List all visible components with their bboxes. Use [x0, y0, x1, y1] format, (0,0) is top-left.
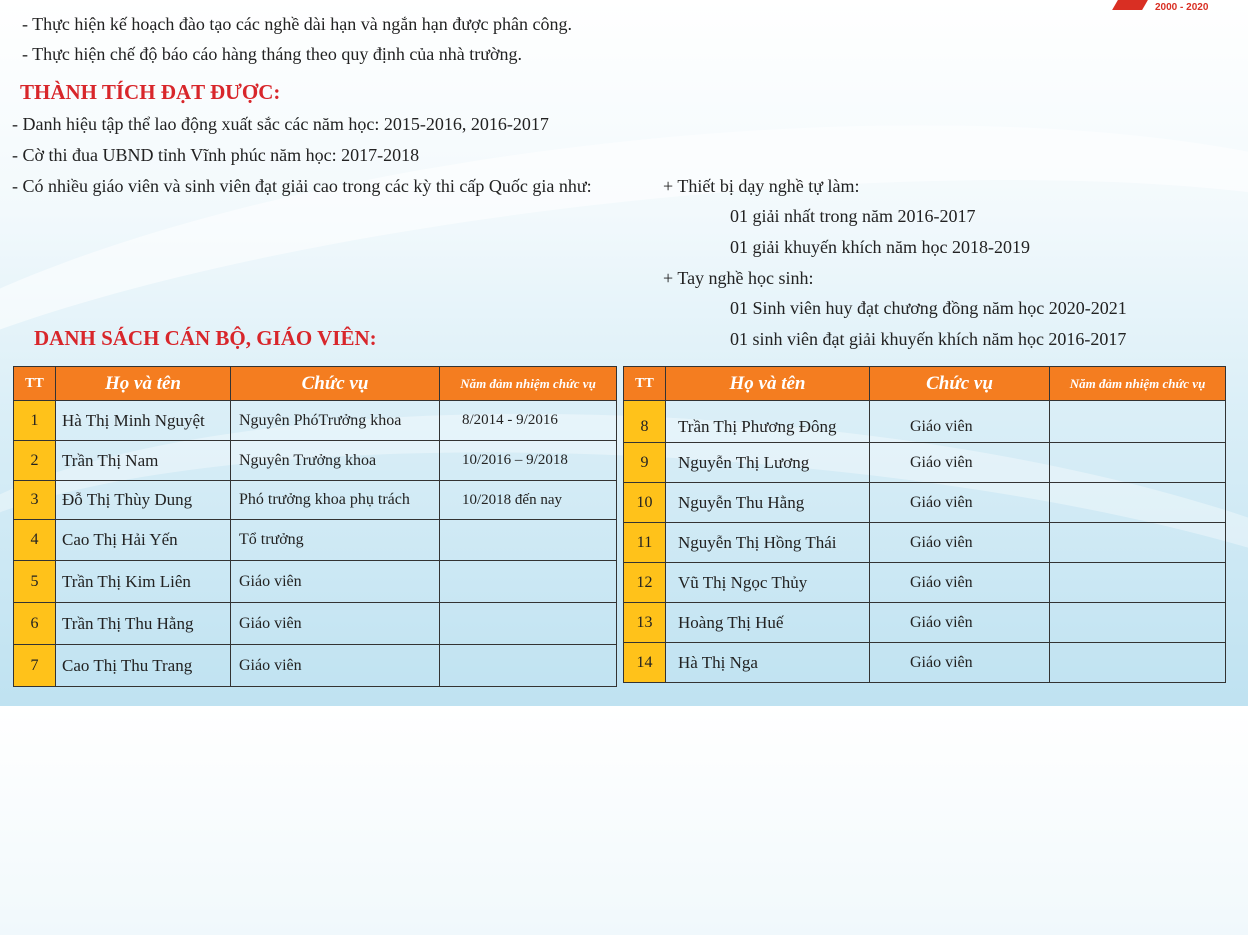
cell-years — [1050, 401, 1226, 443]
cell-name: Nguyễn Thu Hằng — [666, 483, 870, 523]
cell-tt: 12 — [624, 563, 666, 603]
cell-years — [440, 561, 617, 603]
cell-role: Giáo viên — [870, 523, 1050, 563]
cell-name: Trần Thị Phương Đông — [666, 401, 870, 443]
cell-years: 10/2016 – 9/2018 — [440, 441, 617, 481]
table-header-row — [624, 367, 1226, 401]
staff-table-left — [13, 366, 617, 687]
cell-role: Giáo viên — [870, 483, 1050, 523]
header-years: Năm đảm nhiệm chức vụ — [440, 367, 617, 401]
cell-tt: 3 — [14, 481, 56, 520]
cell-name: Trần Thị Kim Liên — [56, 561, 231, 603]
cell-role: Phó trưởng khoa phụ trách — [231, 481, 440, 520]
cell-tt: 7 — [14, 645, 56, 687]
cell-tt: 4 — [14, 520, 56, 561]
table-row — [14, 645, 617, 687]
cell-name: Đỗ Thị Thùy Dung — [56, 481, 231, 520]
table-row — [14, 441, 617, 481]
cell-tt: 1 — [14, 401, 56, 441]
cell-name: Cao Thị Hải Yến — [56, 520, 231, 561]
skill-award: 01 Sinh viên huy đạt chương đồng năm học 2020-2021 — [730, 298, 1127, 318]
cell-tt: 13 — [624, 603, 666, 643]
header-name: Họ và tên — [666, 367, 870, 401]
equipment-award: 01 giải khuyến khích năm học 2018-2019 — [730, 237, 1030, 257]
header-role: Chức vụ — [870, 367, 1050, 401]
staff-table-right — [623, 366, 1226, 683]
cell-tt: 2 — [14, 441, 56, 481]
logo-text: 2000 - 2020 — [1155, 2, 1209, 13]
logo-mark — [1112, 0, 1148, 10]
table-row — [624, 523, 1226, 563]
cell-name: Vũ Thị Ngọc Thủy — [666, 563, 870, 603]
table-row — [624, 401, 1226, 443]
cell-tt: 14 — [624, 643, 666, 683]
cell-tt: 6 — [14, 603, 56, 645]
cell-role: Giáo viên — [870, 603, 1050, 643]
cell-tt: 5 — [14, 561, 56, 603]
header-tt: TT — [624, 367, 666, 401]
cell-years — [1050, 563, 1226, 603]
table-row — [14, 481, 617, 520]
cell-years — [440, 520, 617, 561]
achievement-line: - Có nhiều giáo viên và sinh viên đạt giải cao trong các kỳ thi cấp Quốc gia như: — [12, 176, 592, 196]
cell-name: Hà Thị Minh Nguyệt — [56, 401, 231, 441]
table-row — [14, 520, 617, 561]
achievement-line: - Danh hiệu tập thể lao động xuất sắc các năm học: 2015-2016, 2016-2017 — [12, 114, 549, 134]
table-row — [624, 563, 1226, 603]
cell-name: Trần Thị Nam — [56, 441, 231, 481]
cell-tt: 10 — [624, 483, 666, 523]
cell-name: Nguyễn Thị Lương — [666, 443, 870, 483]
cell-years — [1050, 483, 1226, 523]
cell-role: Giáo viên — [870, 443, 1050, 483]
header-name: Họ và tên — [56, 367, 231, 401]
header-years: Năm đảm nhiệm chức vụ — [1050, 367, 1226, 401]
table-row — [624, 643, 1226, 683]
table-row — [14, 401, 617, 441]
cell-name: Trần Thị Thu Hằng — [56, 603, 231, 645]
cell-years — [1050, 443, 1226, 483]
achievements-heading: THÀNH TÍCH ĐẠT ĐƯỢC: — [20, 80, 281, 104]
table-row — [624, 603, 1226, 643]
cell-role: Tổ trưởng — [231, 520, 440, 561]
header-role: Chức vụ — [231, 367, 440, 401]
cell-role: Giáo viên — [870, 643, 1050, 683]
cell-role: Nguyên Trưởng khoa — [231, 441, 440, 481]
cell-years — [440, 645, 617, 687]
cell-role: Giáo viên — [231, 561, 440, 603]
intro-line: - Thực hiện chế độ báo cáo hàng tháng theo quy định của nhà trường. — [22, 44, 523, 64]
cell-role: Giáo viên — [870, 401, 1050, 443]
table-row — [624, 443, 1226, 483]
cell-years: 8/2014 - 9/2016 — [440, 401, 617, 441]
cell-years — [1050, 603, 1226, 643]
table-header-row — [14, 367, 617, 401]
cell-role: Giáo viên — [870, 563, 1050, 603]
cell-role: Nguyên PhóTrưởng khoa — [231, 401, 440, 441]
cell-years: 10/2018 đến nay — [440, 481, 617, 520]
cell-name: Hà Thị Nga — [666, 643, 870, 683]
table-row — [624, 483, 1226, 523]
cell-name: Hoàng Thị Huế — [666, 603, 870, 643]
table-row — [14, 603, 617, 645]
intro-line: - Thực hiện kế hoạch đào tạo các nghề dài hạn và ngắn hạn được phân công. — [22, 14, 572, 34]
skill-title: + Tay nghề học sinh: — [663, 268, 814, 288]
equipment-title: + Thiết bị dạy nghề tự làm: — [663, 176, 860, 196]
skill-award: 01 sinh viên đạt giải khuyến khích năm học 2016-2017 — [730, 329, 1127, 349]
cell-name: Nguyễn Thị Hồng Thái — [666, 523, 870, 563]
cell-tt: 9 — [624, 443, 666, 483]
table-row — [14, 561, 617, 603]
cell-years — [440, 603, 617, 645]
cell-years — [1050, 523, 1226, 563]
cell-name: Cao Thị Thu Trang — [56, 645, 231, 687]
achievement-line: - Cờ thi đua UBND tỉnh Vĩnh phúc năm học: 2017-2018 — [12, 145, 420, 165]
anniversary-logo — [1115, 0, 1215, 16]
cell-years — [1050, 643, 1226, 683]
cell-role: Giáo viên — [231, 603, 440, 645]
cell-tt: 11 — [624, 523, 666, 563]
staff-heading: DANH SÁCH CÁN BỘ, GIÁO VIÊN: — [34, 326, 377, 350]
cell-role: Giáo viên — [231, 645, 440, 687]
cell-tt: 8 — [624, 401, 666, 443]
equipment-award: 01 giải nhất trong năm 2016-2017 — [730, 206, 976, 226]
header-tt: TT — [14, 367, 56, 401]
